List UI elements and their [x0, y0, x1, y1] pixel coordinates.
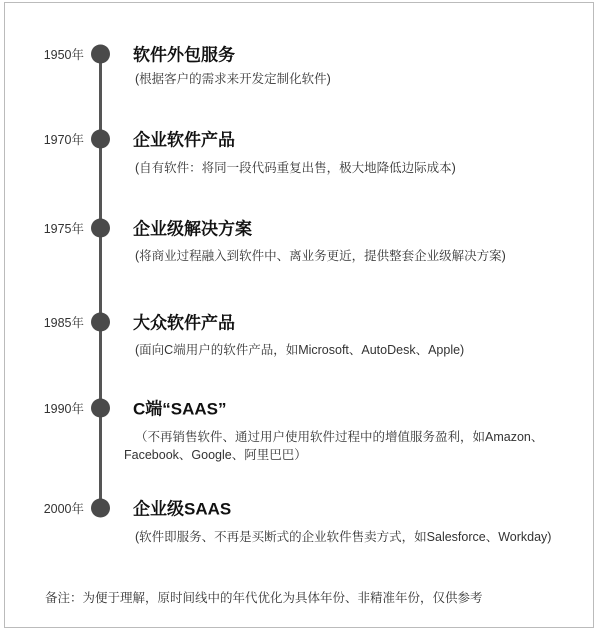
timeline-dot: [91, 219, 110, 238]
year-label: 1975年: [43, 222, 84, 236]
item-description: (面向C端用户的软件产品，如Microsoft、AutoDesk、Apple): [135, 343, 465, 357]
year-label: 1990年: [43, 402, 84, 416]
item-description: (软件即服务、不再是买断式的企业软件售卖方式，如Salesforce、Workday): [135, 530, 552, 544]
year-label: 1950年: [43, 48, 84, 62]
item-description: (根据客户的需求来开发定制化软件): [135, 72, 331, 86]
timeline-dot: [91, 313, 110, 332]
item-title: 企业级解决方案: [133, 219, 252, 239]
item-title: 企业级SAAS: [133, 499, 232, 519]
year-label: 1970年: [43, 133, 84, 147]
timeline-axis: [99, 54, 102, 508]
item-title: 软件外包服务: [133, 45, 235, 65]
timeline-dot: [91, 45, 110, 64]
timeline-dot: [91, 130, 110, 149]
year-label: 1985年: [43, 316, 84, 330]
item-title: C端“SAAS”: [133, 399, 227, 419]
timeline-dot: [91, 399, 110, 418]
item-title: 企业软件产品: [133, 130, 235, 150]
year-label: 2000年: [43, 502, 84, 516]
footnote: 备注：为便于理解，原时间线中的年代优化为具体年份、非精准年份，仅供参考: [45, 591, 483, 605]
item-description: (自有软件：将同一段代码重复出售，极大地降低边际成本): [135, 161, 456, 175]
timeline-dot: [91, 499, 110, 518]
item-description: （不再销售软件、通过用户使用软件过程中的增值服务盈利，如Amazon、Facebook、Google、阿里巴巴）: [124, 430, 544, 462]
item-title: 大众软件产品: [133, 313, 235, 333]
item-description: (将商业过程融入到软件中、离业务更近，提供整套企业级解决方案): [135, 249, 506, 263]
